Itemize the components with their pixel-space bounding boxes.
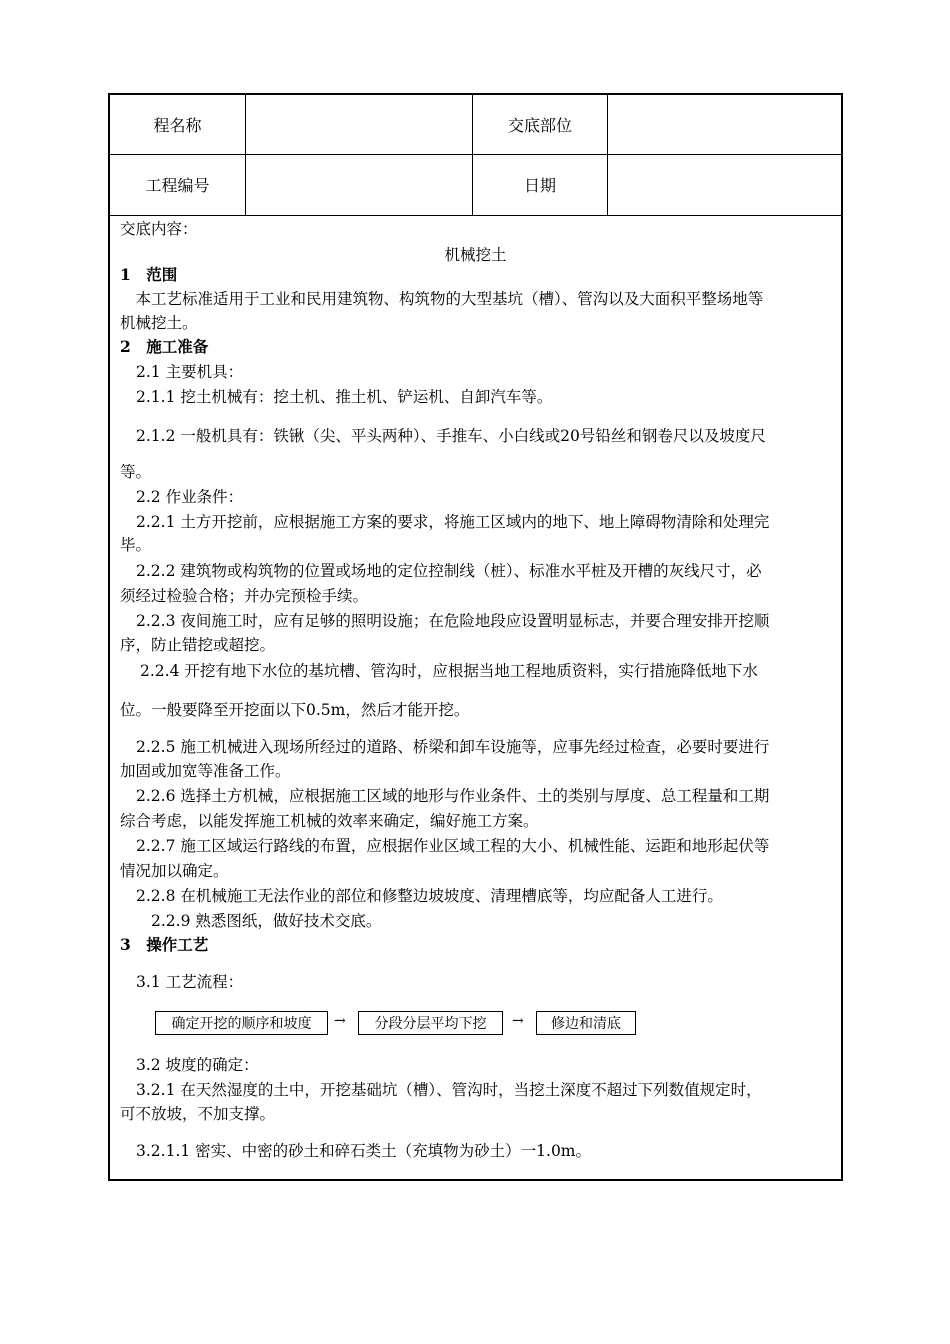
date-label: 日期: [523, 176, 556, 195]
flow-step-1: 确定开挖的顺序和坡度: [155, 1011, 328, 1035]
form-frame: [108, 93, 843, 1181]
paragraph-line: 序，防止错挖或超挖。: [120, 636, 276, 654]
project-name-label: 程名称: [153, 116, 202, 135]
flow-step-3: 修边和清底: [536, 1011, 636, 1035]
section-heading: 2 施工准备: [120, 337, 209, 356]
paragraph-line: 加固或加宽等准备工作。: [120, 762, 291, 780]
paragraph-line: 须经过检验合格；并办完预检手续。: [120, 587, 369, 605]
paragraph-line: 2.2.6 选择土方机械，应根据施工区域的地形与作业条件、土的类别与厚度、总工程量和工期: [136, 787, 770, 805]
document-title: 机械挖土: [444, 246, 507, 264]
paragraph-line: 2.2.3 夜间施工时，应有足够的照明设施；在危险地段应设置明显标志，并要合理安排开挖顺: [136, 612, 770, 630]
paragraph-line: 机械挖土。: [120, 314, 198, 332]
paragraph-line: 等。: [120, 463, 152, 481]
project-no-value: [246, 155, 472, 214]
project-name-value: [246, 95, 472, 154]
paragraph-line: 3.1 工艺流程：: [136, 973, 244, 991]
paragraph-line: 2.2.7 施工区域运行路线的布置，应根据作业区域工程的大小、机械性能、运距和地形起伏等: [136, 837, 770, 855]
paragraph-line: 位。一般要降至开挖面以下0.5m，然后才能开挖。: [120, 701, 470, 719]
paragraph-line: 2.2.9 熟悉图纸，做好技术交底。: [151, 912, 382, 930]
part-label: 交底部位: [507, 116, 572, 135]
paragraph-line: 情况加以确定。: [120, 862, 229, 880]
paragraph-line: 2.2.1 土方开挖前，应根据施工方案的要求，将施工区域内的地下、地上障碍物清除和处理完: [136, 513, 770, 531]
paragraph-line: 3.2.1.1 密实、中密的砂土和碎石类土（充填物为砂土）一1.0m。: [136, 1142, 592, 1160]
paragraph-line: 本工艺标准适用于工业和民用建筑物、构筑物的大型基坑（槽）、管沟以及大面积平整场地等: [120, 290, 764, 308]
paragraph-line: 2.2.5 施工机械进入现场所经过的道路、桥梁和卸车设施等，应事先经过检查，必要时要进行: [136, 738, 770, 756]
paragraph-line: 2.1 主要机具：: [136, 363, 244, 381]
paragraph-line: 2.1.1 挖土机械有：挖土机、推土机、铲运机、自卸汽车等。: [136, 388, 553, 406]
paragraph-line: 2.2.2 建筑物或构筑物的位置或场地的定位控制线（桩）、标准水平桩及开槽的灰线尺寸，必: [136, 562, 762, 580]
paragraph-line: 可不放坡，不加支撑。: [120, 1105, 276, 1123]
part-value: [608, 95, 841, 154]
paragraph-line: 综合考虑，以能发挥施工机械的效率来确定，编好施工方案。: [120, 812, 539, 830]
section-heading: 3 操作工艺: [120, 935, 209, 954]
paragraph-line: 2.2.4 开挖有地下水位的基坑槽、管沟时，应根据当地工程地质资料，实行措施降低地下水: [140, 662, 758, 680]
paragraph-line: 3.2.1 在天然湿度的土中，开挖基础坑（槽）、管沟时，当挖土深度不超过下列数值规定时，: [136, 1081, 762, 1099]
paragraph-line: 毕。: [120, 536, 152, 554]
flow-step-2: 分段分层平均下挖: [358, 1011, 503, 1035]
paragraph-line: 2.2.8 在机械施工无法作业的部位和修整边坡坡度、清理槽底等，均应配备人工进行。: [136, 887, 723, 905]
form-header-table: [110, 95, 841, 216]
content-label: 交底内容：: [120, 220, 198, 238]
flow-arrow: →: [512, 1013, 524, 1029]
paragraph-line: 3.2 坡度的确定：: [136, 1056, 259, 1074]
date-value: [608, 155, 841, 214]
flow-arrow: →: [334, 1013, 346, 1029]
project-no-label: 工程编号: [145, 176, 210, 195]
section-heading: 1 范围: [120, 265, 178, 284]
paragraph-line: 2.1.2 一般机具有：铁锹（尖、平头两种）、手推车、小白线或20号铅丝和钢卷尺以及坡度尺: [136, 427, 766, 445]
paragraph-line: 2.2 作业条件：: [136, 488, 244, 506]
